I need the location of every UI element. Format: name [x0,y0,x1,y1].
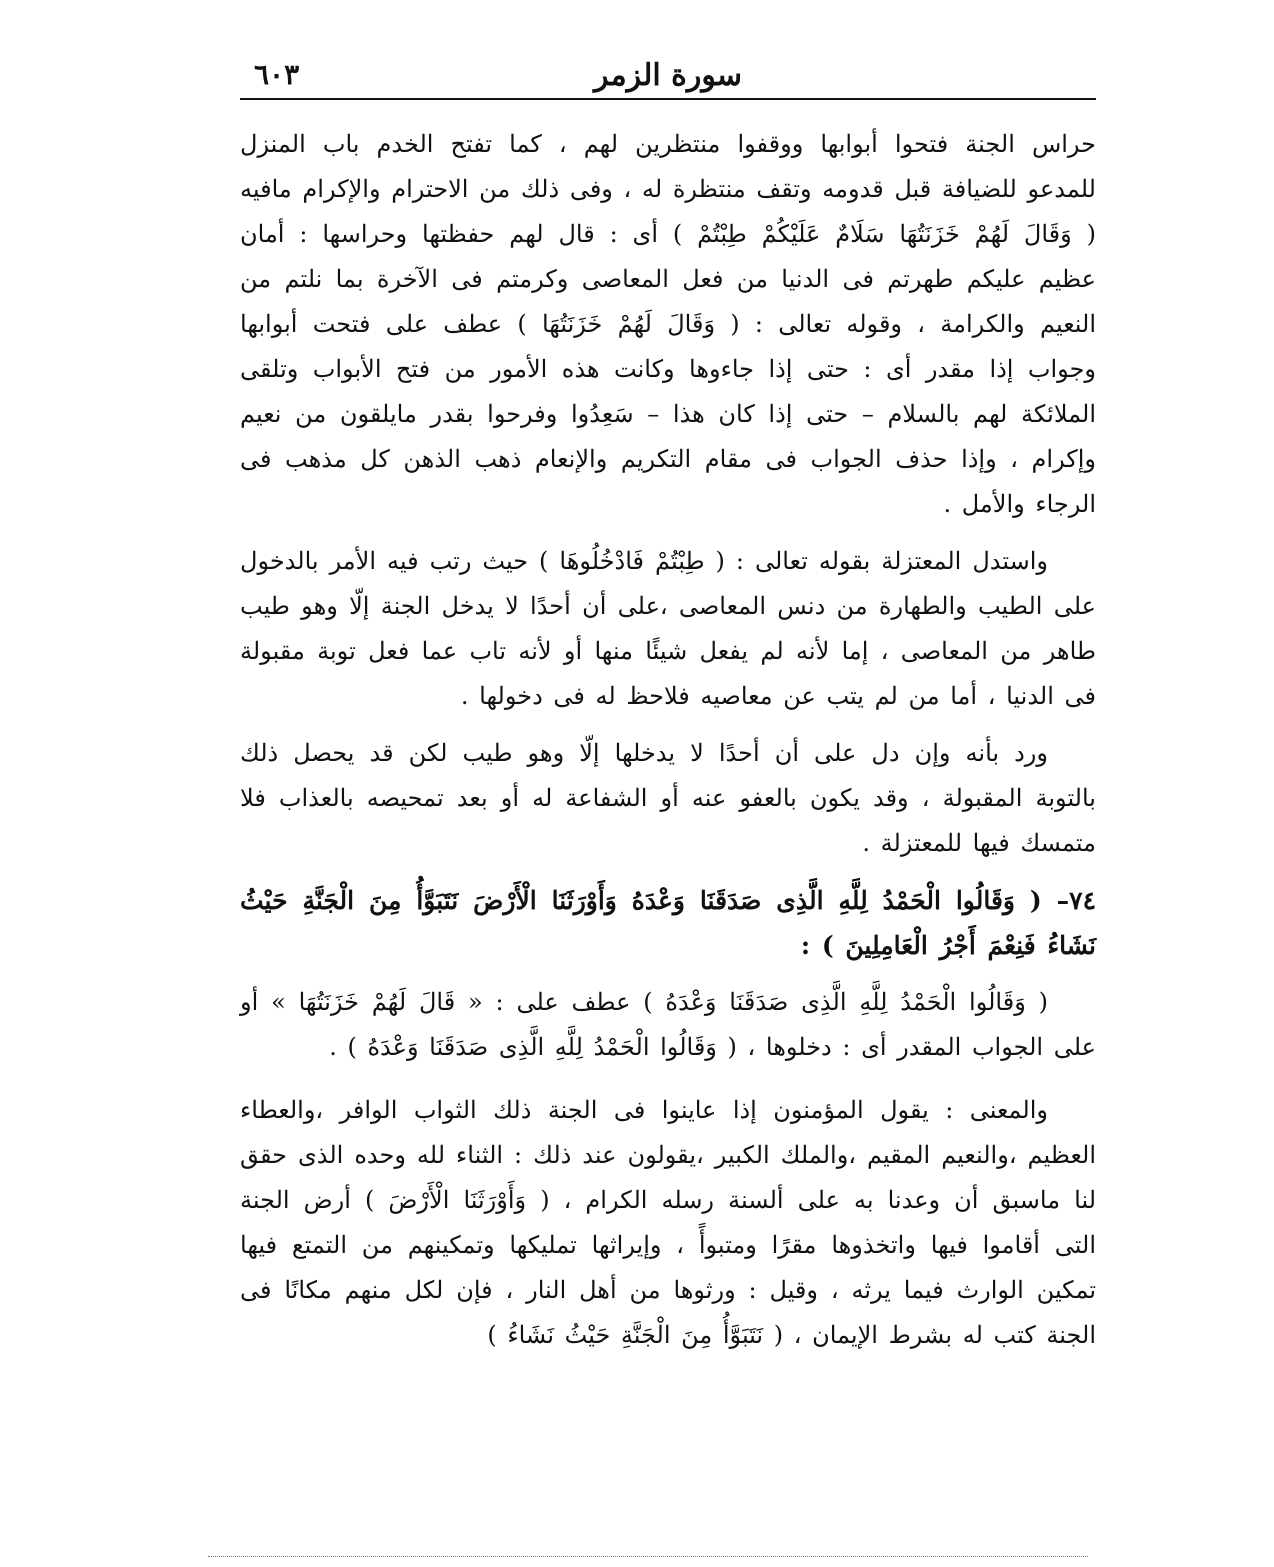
verse-74: ٧٤– ( وَقَالُوا الْحَمْدُ لِلَّهِ الَّذِى صَدَقَنَا وَعْدَهُ وَأَوْرَثَنَا الْأَرْضَ نَتَبَوَّأُ مِنَ الْجَنَّةِ حَيْثُ نَشَاءُ فَنِعْمَ أَجْرُ الْعَامِلِينَ ) : [240,886,1096,960]
paragraph-tafsir-continuation: حراس الجنة فتحوا أبوابها ووقفوا منتظرين لهم ، كما تفتح الخدم باب المنزل للمدعو للضيافة قبل قدومه وتقف منتظرة له ، وفى ذلك من الاحترام والإكرام مافيه ( وَقَالَ لَهُمْ خَزَنَتُهَا سَلَامٌ عَلَيْكُمْ طِبْتُمْ ) أى : قال لهم حفظتها وحراسها : أمان عظيم عليكم طهرتم فى الدنيا من فعل المعاصى وكرمتم فى الآخرة بما نلتم من النعيم والكرامة ، وقوله تعالى : ( وَقَالَ لَهُمْ خَزَنَتُهَا ) عطف على فتحت أبوابها وجواب إذا مقدر أى : حتى إذا جاءوها وكانت هذه الأمور من فتح الأبواب وتلقى الملائكة لهم بالسلام – حتى إذا كان هذا – سَعِدُوا وفرحوا بقدر مايلقون من نعيم وإكرام ، وإذا حذف الجواب فى مقام التكريم والإنعام ذهب الذهن كل مذهب فى الرجاء والأمل . [240,130,1096,518]
footer-rule [208,1556,1088,1557]
page-number: ٦٠٣ [254,58,300,91]
paragraph-mutazila-argument: واستدل المعتزلة بقوله تعالى : ( طِبْتُمْ فَادْخُلُوهَا ) حيث رتب فيه الأمر بالدخول على الطيب والطهارة من دنس المعاصى ،على أن أحدًا لا يدخل الجنة إلّا وهو طيب طاهر من المعاصى ، إما لأنه لم يفعل شيئًا منها أو لأنه تاب عما فعل توبة مقبولة فى الدنيا ، أما من لم يتب عن معاصيه فلاحظ له فى دخولها . [240,547,1096,710]
body-text [240,122,1096,1358]
page-header [240,52,1096,96]
header-rule [240,98,1096,100]
running-title: سورة الزمر [594,58,742,93]
paragraph-rebuttal: ورد بأنه وإن دل على أن أحدًا لا يدخلها إلّا وهو طيب لكن قد يحصل ذلك بالتوبة المقبولة ، وقد يكون بالعفو عنه أو الشفاعة له أو بعد تمحيصه بالعذاب فلا متمسك فيها للمعتزلة . [240,739,1096,857]
paragraph-verse-explanation: ( وَقَالُوا الْحَمْدُ لِلَّهِ الَّذِى صَدَقَنَا وَعْدَهُ ) عطف على : « قَالَ لَهُمْ خَزَنَتُهَا » أو على الجواب المقدر أى : دخلوها ، ( وَقَالُوا الْحَمْدُ لِلَّهِ الَّذِى صَدَقَنَا وَعْدَهُ ) . [240,988,1096,1061]
paragraph-meaning: والمعنى : يقول المؤمنون إذا عاينوا فى الجنة ذلك الثواب الوافر ،والعطاء العظيم ،والنعيم المقيم ،والملك الكبير ،يقولون عند ذلك : الثناء لله وحده الذى حقق لنا ماسبق أن وعدنا به على ألسنة رسله الكرام ، ( وَأَوْرَثَنَا الْأَرْضَ ) أرض الجنة التى أقاموا فيها واتخذوها مقرًا ومتبوأً ، وإيراثها تمليكها وتمكينهم من التمتع فيها تمكين الوارث فيما يرثه ، وقيل : ورثوها من أهل النار ، فإن لكل منهم مكانًا فى الجنة كتب له بشرط الإيمان ، ( نَتَبَوَّأُ مِنَ الْجَنَّةِ حَيْثُ نَشَاءُ ) [240,1096,1096,1349]
